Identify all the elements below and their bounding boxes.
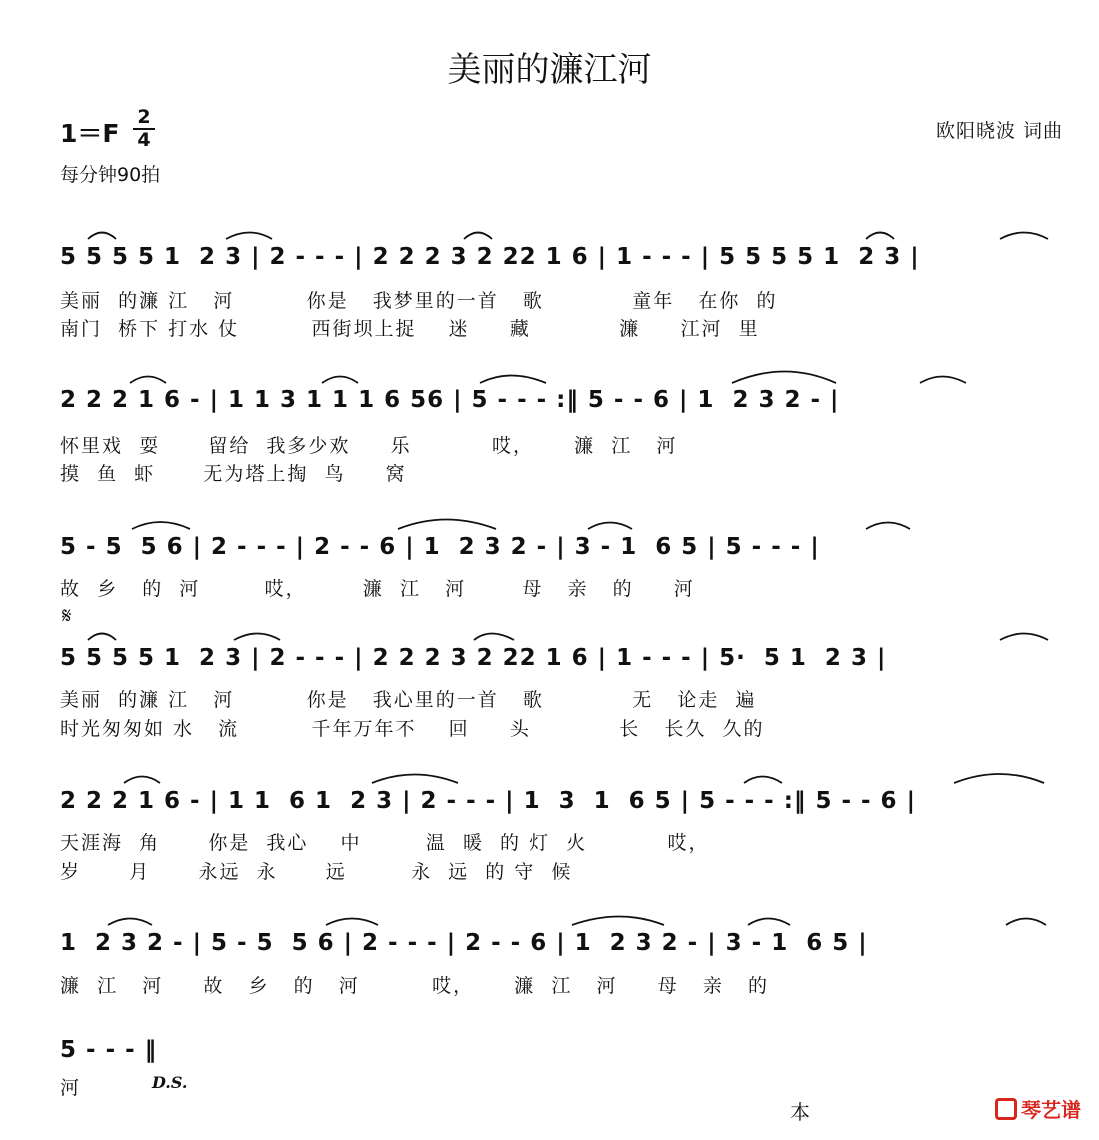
slur bbox=[88, 233, 116, 240]
key-signature: 1＝F bbox=[60, 119, 120, 148]
footer-text: 本 bbox=[790, 1100, 810, 1124]
slur bbox=[464, 233, 492, 240]
slur bbox=[322, 377, 358, 384]
lyric-verse-1: 天涯海 角 你是 我心 中 温 暖 的 灯 火 哎， bbox=[60, 832, 710, 854]
slur bbox=[398, 520, 496, 530]
slur bbox=[588, 523, 632, 530]
lyric-verse-1: 怀里戏 耍 留给 我多少欢 乐 哎， 濂 江 河 bbox=[60, 435, 678, 457]
slur bbox=[88, 634, 116, 641]
slur bbox=[474, 634, 514, 641]
notation-line: 2 2 2 1 6 - | 1 1 6 1 2 3 | 2 - - - | 1 3 1 6 5 | 5 - - - :‖ 5 - - 6 | bbox=[60, 788, 916, 814]
lyric-verse-2: 岁 月 永远 永 远 永 远 的 守 候 bbox=[60, 861, 573, 883]
time-signature-bottom: 4 bbox=[137, 129, 151, 151]
slur bbox=[130, 377, 166, 384]
slur bbox=[920, 377, 966, 384]
notation-line: 5 5 5 5 1 2 3 | 2 - - - | 2 2 2 3 2 22 1 6 | 1 - - - | 5· 5 1 2 3 | bbox=[60, 645, 887, 671]
slur bbox=[234, 634, 280, 641]
notation-line: 2 2 2 1 6 - | 1 1 3 1 1 1 6 56 | 5 - - - :‖ 5 - - 6 | 1 2 3 2 - | bbox=[60, 387, 840, 413]
lyric-verse-1: 故 乡 的 河 哎， 濂 江 河 母 亲 的 河 bbox=[60, 578, 695, 600]
author-credit: 欧阳晓波 词曲 bbox=[935, 120, 1063, 142]
slur bbox=[124, 777, 160, 784]
lyric-verse-1: 美丽 的濂 江 河 你是 我心里的一首 歌 无 论走 遍 bbox=[60, 689, 757, 711]
slur bbox=[372, 775, 458, 784]
slur bbox=[866, 233, 894, 240]
notation-line: 1 2 3 2 - | 5 - 5 5 6 | 2 - - - | 2 - - 6 | 1 2 3 2 - | 3 - 1 6 5 | bbox=[60, 930, 868, 956]
slur bbox=[732, 372, 836, 384]
notation-line: 5 - - - ‖ bbox=[60, 1037, 158, 1063]
lyric-verse-2: 摸 鱼 虾 无为塔上掏 鸟 窝 bbox=[60, 463, 407, 485]
slur bbox=[954, 774, 1044, 783]
slur bbox=[326, 919, 378, 926]
lyric-verse-1: 濂 江 河 故 乡 的 河 哎， 濂 江 河 母 亲 的 bbox=[60, 975, 769, 997]
slur bbox=[1006, 919, 1046, 926]
slur bbox=[744, 777, 782, 784]
lyric-verse-2: 南门 桥下 打水 仗 西街坝上捉 迷 藏 濂 江河 里 bbox=[60, 318, 760, 340]
slur bbox=[108, 919, 152, 926]
notation-line: 5 - 5 5 6 | 2 - - - | 2 - - 6 | 1 2 3 2 - | 3 - 1 6 5 | 5 - - - | bbox=[60, 534, 820, 560]
dal-segno-mark: D.S. bbox=[152, 1073, 188, 1092]
song-title: 美丽的濂江河 bbox=[447, 50, 652, 90]
lyric-verse-1: 美丽 的濂 江 河 你是 我梦里的一首 歌 童年 在你 的 bbox=[60, 290, 778, 312]
logo-text: 琴艺谱 bbox=[1021, 1098, 1081, 1122]
segno-sign: 𝄋 bbox=[62, 604, 72, 629]
slur bbox=[748, 919, 790, 926]
tempo-marking: 每分钟90拍 bbox=[60, 164, 161, 186]
slur bbox=[572, 917, 664, 926]
time-signature-top: 2 bbox=[137, 106, 151, 128]
slur bbox=[132, 522, 190, 529]
notation-line: 5 5 5 5 1 2 3 | 2 - - - | 2 2 2 3 2 22 1 6 | 1 - - - | 5 5 5 5 1 2 3 | bbox=[60, 244, 920, 270]
lyric-verse-1: 河 bbox=[60, 1077, 82, 1099]
slur bbox=[1000, 634, 1048, 641]
slur bbox=[1000, 233, 1048, 240]
slur bbox=[866, 523, 910, 530]
slur bbox=[226, 233, 272, 240]
lyric-verse-2: 时光匆匆如 水 流 千年万年不 回 头 长 长久 久的 bbox=[60, 718, 765, 740]
slur bbox=[480, 376, 546, 384]
